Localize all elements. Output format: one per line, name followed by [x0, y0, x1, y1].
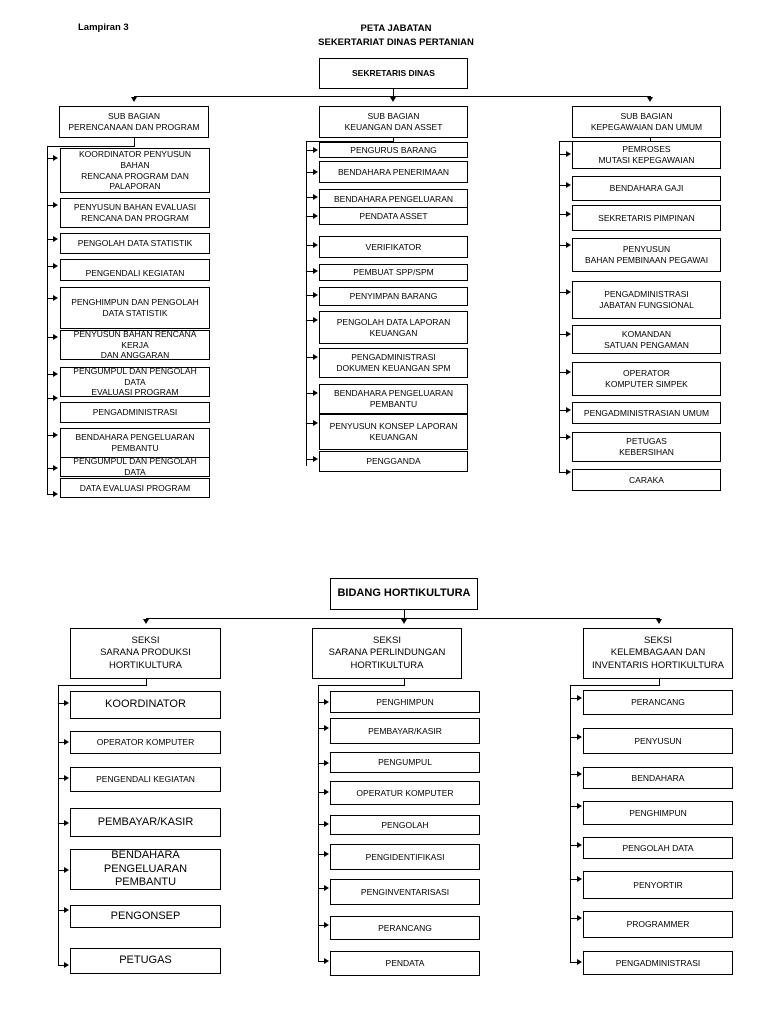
arrow-right-icon — [64, 907, 69, 913]
arrow-right-icon — [313, 147, 318, 153]
arrow-right-icon — [313, 317, 318, 323]
hcol2-tick — [570, 737, 577, 738]
hcol1-tick — [318, 763, 324, 764]
kelembagaan-item: PENGHIMPUN — [583, 801, 733, 825]
perencanaan-item: PENGENDALI KEGIATAN — [60, 259, 210, 281]
keuangan-item: PENYUSUN KONSEP LAPORAN KEUANGAN — [319, 414, 468, 450]
arrow-right-icon — [324, 789, 329, 795]
arrow-right-icon — [577, 695, 582, 701]
perencanaan-item: PENGOLAH DATA STATISTIK — [60, 233, 210, 254]
arrow-right-icon — [53, 334, 58, 340]
arrow-right-icon — [313, 354, 318, 360]
subbag-keuangan-box: SUB BAGIAN KEUANGAN DAN ASSET — [319, 106, 468, 138]
hcol0-tick — [58, 823, 64, 824]
col2-tick — [559, 472, 566, 473]
col2-vertical — [559, 141, 560, 472]
keuangan-item: BENDAHARA PENGELUARAN — [319, 189, 468, 209]
arrow-down-icon — [143, 619, 149, 624]
arrow-right-icon — [577, 771, 582, 777]
arrow-right-icon — [324, 760, 329, 766]
kepegawaian-item: KOMANDAN SATUAN PENGAMAN — [572, 325, 721, 354]
sarana-produksi-item: PENGENDALI KEGIATAN — [70, 767, 221, 792]
kepegawaian-item: PENYUSUN BAHAN PEMBINAAN PEGAWAI — [572, 238, 721, 272]
sarana-produksi-item: PETUGAS — [70, 948, 221, 974]
col1-tick — [306, 320, 313, 321]
arrow-right-icon — [577, 842, 582, 848]
col0-tick — [47, 205, 53, 206]
arrow-right-icon — [577, 959, 582, 965]
seksi-kelembagaan-box: SEKSI KELEMBAGAAN DAN INVENTARIS HORTIKULTURA — [583, 628, 733, 679]
keuangan-item: BENDAHARA PENERIMAAN — [319, 161, 468, 183]
col2-tick — [559, 185, 566, 186]
subbag-kepegawaian-box: SUB BAGIAN KEPEGAWAIAN DAN UMUM — [572, 106, 721, 138]
perencanaan-item: KOORDINATOR PENYUSUN BAHAN RENCANA PROGRAM DAN PALAPORAN — [60, 148, 210, 193]
col0-tick — [47, 158, 53, 159]
arrow-right-icon — [53, 236, 58, 242]
arrow-right-icon — [53, 371, 58, 377]
col1-tick — [306, 459, 313, 460]
sarana-produksi-item: PEMBAYAR/KASIR — [70, 808, 221, 837]
hcol2-tick — [570, 918, 577, 919]
arrow-right-icon — [53, 491, 58, 497]
arrow-right-icon — [53, 155, 58, 161]
hcol0-vertical — [58, 685, 59, 966]
arrow-right-icon — [64, 700, 69, 706]
col2-tick — [559, 372, 566, 373]
arrow-right-icon — [566, 331, 571, 337]
arrow-right-icon — [313, 242, 318, 248]
col1-tick — [306, 197, 313, 198]
kepegawaian-item: PENGADMINISTRASIAN UMUM — [572, 402, 721, 424]
arrow-right-icon — [64, 775, 69, 781]
arrow-right-icon — [64, 867, 69, 873]
bidang-hortikultura-box: BIDANG HORTIKULTURA — [330, 578, 478, 610]
hcol0-tick — [58, 778, 64, 779]
keuangan-item: PENGADMINISTRASI DOKUMEN KEUANGAN SPM — [319, 348, 468, 378]
col0-tick — [47, 435, 53, 436]
arrow-right-icon — [566, 242, 571, 248]
col0-tick — [47, 239, 53, 240]
sarana-perlindungan-item: OPERATUR KOMPUTER — [330, 781, 480, 805]
arrow-right-icon — [324, 922, 329, 928]
arrow-right-icon — [577, 734, 582, 740]
seksi-sarana-produksi-box: SEKSI SARANA PRODUKSI HORTIKULTURA — [70, 628, 221, 679]
hcol0-tick — [58, 870, 64, 871]
hcol1-tick — [318, 728, 324, 729]
kelembagaan-item: PENYUSUN — [583, 728, 733, 754]
col2-tick — [559, 154, 566, 155]
keuangan-item: VERIFIKATOR — [319, 236, 468, 258]
sarana-perlindungan-item: PEMBAYAR/KASIR — [330, 718, 480, 744]
col2-tick — [559, 334, 566, 335]
hcol2-top — [570, 685, 660, 686]
arrow-down-icon — [390, 97, 396, 102]
arrow-right-icon — [324, 699, 329, 705]
arrow-right-icon — [53, 432, 58, 438]
hcol1-tick — [318, 824, 324, 825]
col0-tick — [47, 298, 53, 299]
arrow-right-icon — [64, 739, 69, 745]
kepegawaian-item: CARAKA — [572, 469, 721, 491]
perencanaan-item: BENDAHARA PENGELUARAN PEMBANTU — [60, 428, 210, 458]
hcol0-tick — [58, 965, 64, 966]
hcol1-top — [318, 685, 405, 686]
col0-tick — [47, 266, 53, 267]
perencanaan-item: PENYUSUN BAHAN RENCANA KERJA DAN ANGGARAN — [60, 330, 210, 360]
arrow-right-icon — [577, 876, 582, 882]
keuangan-item: PEMBUAT SPP/SPM — [319, 264, 468, 281]
lampiran-label: Lampiran 3 — [78, 22, 129, 33]
col2-tick — [559, 292, 566, 293]
hcol0-top — [58, 685, 147, 686]
col0-tick — [47, 374, 53, 375]
arrow-down-icon — [401, 619, 407, 624]
hcol0-tick — [58, 742, 64, 743]
hcol1-tick — [318, 961, 324, 962]
arrow-right-icon — [313, 213, 318, 219]
arrow-right-icon — [566, 289, 571, 295]
col0-vertical — [47, 146, 48, 495]
col0-top — [47, 146, 135, 147]
arrow-right-icon — [324, 851, 329, 857]
arrow-right-icon — [577, 803, 582, 809]
hcol2-tick — [570, 879, 577, 880]
arrow-right-icon — [313, 390, 318, 396]
arrow-right-icon — [313, 420, 318, 426]
arrow-right-icon — [53, 395, 58, 401]
arrow-down-icon — [131, 97, 137, 102]
kelembagaan-item: PENGADMINISTRASI — [583, 951, 733, 975]
arrow-right-icon — [64, 962, 69, 968]
kelembagaan-item: PENGOLAH DATA — [583, 837, 733, 859]
sarana-perlindungan-item: PERANCANG — [330, 916, 480, 940]
keuangan-item: PENYIMPAN BARANG — [319, 287, 468, 306]
arrow-right-icon — [313, 169, 318, 175]
hcol0-tick — [58, 703, 64, 704]
hcol0-tick — [58, 910, 64, 911]
hcol1-tick — [318, 854, 324, 855]
arrow-right-icon — [566, 369, 571, 375]
col1-tick — [306, 271, 313, 272]
arrow-right-icon — [566, 407, 571, 413]
kelembagaan-item: BENDAHARA — [583, 767, 733, 789]
arrow-down-icon — [656, 619, 662, 624]
arrow-right-icon — [313, 456, 318, 462]
hcol2-tick — [570, 806, 577, 807]
hcol1-tick — [318, 702, 324, 703]
sarana-produksi-item: OPERATOR KOMPUTER — [70, 731, 221, 754]
perencanaan-item: PENYUSUN BAHAN EVALUASI RENCANA DAN PROGRAM — [60, 198, 210, 228]
col0-tick — [47, 468, 53, 469]
keuangan-item: PENDATA ASSET — [319, 207, 468, 225]
arrow-right-icon — [577, 915, 582, 921]
arrow-right-icon — [53, 202, 58, 208]
arrow-right-icon — [313, 292, 318, 298]
kepegawaian-item: PENGADMINISTRASI JABATAN FUNGSIONAL — [572, 281, 721, 319]
kepegawaian-item: SEKRETARIS PIMPINAN — [572, 205, 721, 231]
col2-tick — [559, 437, 566, 438]
seksi-sarana-perlindungan-box: SEKSI SARANA PERLINDUNGAN HORTIKULTURA — [312, 628, 462, 679]
col1-tick — [306, 357, 313, 358]
arrow-right-icon — [324, 725, 329, 731]
sarana-perlindungan-item: PENGHIMPUN — [330, 691, 480, 713]
arrow-right-icon — [324, 885, 329, 891]
arrow-right-icon — [566, 151, 571, 157]
arrow-right-icon — [313, 268, 318, 274]
hcol2-tick — [570, 845, 577, 846]
sekretaris-dinas-box: SEKRETARIS DINAS — [319, 58, 468, 89]
kepegawaian-item: PETUGAS KEBERSIHAN — [572, 432, 721, 462]
arrow-right-icon — [324, 821, 329, 827]
arrow-right-icon — [566, 434, 571, 440]
col2-tick — [559, 245, 566, 246]
kelembagaan-item: PERANCANG — [583, 690, 733, 715]
sarana-perlindungan-item: PENGUMPUL — [330, 752, 480, 773]
arrow-right-icon — [53, 465, 58, 471]
arrow-down-icon — [647, 97, 653, 102]
col0-tick — [47, 337, 53, 338]
perencanaan-item: PENGHIMPUN DAN PENGOLAH DATA STATISTIK — [60, 287, 210, 329]
hcol1-tick — [318, 925, 324, 926]
sarana-perlindungan-item: PENGOLAH — [330, 815, 480, 835]
sarana-produksi-item: KOORDINATOR — [70, 691, 221, 719]
sarana-produksi-item: BENDAHARA PENGELUARAN PEMBANTU — [70, 849, 221, 890]
col1-tick — [306, 216, 313, 217]
arrow-right-icon — [313, 194, 318, 200]
hcol1-tick — [318, 888, 324, 889]
col0-tick — [47, 494, 53, 495]
keuangan-item: PENGOLAH DATA LAPORAN KEUANGAN — [319, 311, 468, 344]
sarana-perlindungan-item: PENGINVENTARISASI — [330, 879, 480, 905]
perencanaan-item: DATA EVALUASI PROGRAM — [60, 478, 210, 498]
col1-tick — [306, 423, 313, 424]
keuangan-item: PENGURUS BARANG — [319, 142, 468, 158]
arrow-right-icon — [53, 295, 58, 301]
col1-tick — [306, 393, 313, 394]
col1-tick — [306, 295, 313, 296]
sarana-produksi-item: PENGONSEP — [70, 905, 221, 928]
col1-tick — [306, 245, 313, 246]
arrow-right-icon — [64, 820, 69, 826]
arrow-right-icon — [566, 182, 571, 188]
col1-vertical — [306, 141, 307, 466]
arrow-right-icon — [324, 958, 329, 964]
col1-tick — [306, 172, 313, 173]
hcol2-tick — [570, 962, 577, 963]
kepegawaian-item: BENDAHARA GAJI — [572, 176, 721, 201]
hcol2-vertical — [570, 685, 571, 963]
perencanaan-item: PENGUMPUL DAN PENGOLAH DATA — [60, 457, 210, 477]
hcol2-tick — [570, 774, 577, 775]
kelembagaan-item: PENYORTIR — [583, 871, 733, 899]
kelembagaan-item: PROGRAMMER — [583, 911, 733, 938]
perencanaan-item: PENGUMPUL DAN PENGOLAH DATA EVALUASI PROGRAM — [60, 367, 210, 397]
kepegawaian-item: OPERATOR KOMPUTER SIMPEK — [572, 362, 721, 396]
hcol1-tick — [318, 792, 324, 793]
chart-title-line1: PETA JABATAN — [360, 23, 432, 34]
col2-tick — [559, 214, 566, 215]
keuangan-item: BENDAHARA PENGELUARAN PEMBANTU — [319, 384, 468, 414]
subbag-perencanaan-box: SUB BAGIAN PERENCANAAN DAN PROGRAM — [59, 106, 209, 138]
sarana-perlindungan-item: PENGIDENTIFIKASI — [330, 844, 480, 870]
arrow-right-icon — [53, 263, 58, 269]
arrow-right-icon — [566, 469, 571, 475]
perencanaan-item: PENGADMINISTRASI — [60, 402, 210, 423]
sarana-perlindungan-item: PENDATA — [330, 951, 480, 976]
col1-tick — [306, 150, 313, 151]
col0-tick — [47, 398, 53, 399]
kepegawaian-item: PEMROSES MUTASI KEPEGAWAIAN — [572, 141, 721, 169]
arrow-right-icon — [566, 211, 571, 217]
col2-tick — [559, 410, 566, 411]
hcol2-tick — [570, 698, 577, 699]
chart-title-line2: SEKERTARIAT DINAS PERTANIAN — [318, 37, 474, 48]
keuangan-item: PENGGANDA — [319, 451, 468, 472]
col0-stem — [134, 138, 135, 146]
